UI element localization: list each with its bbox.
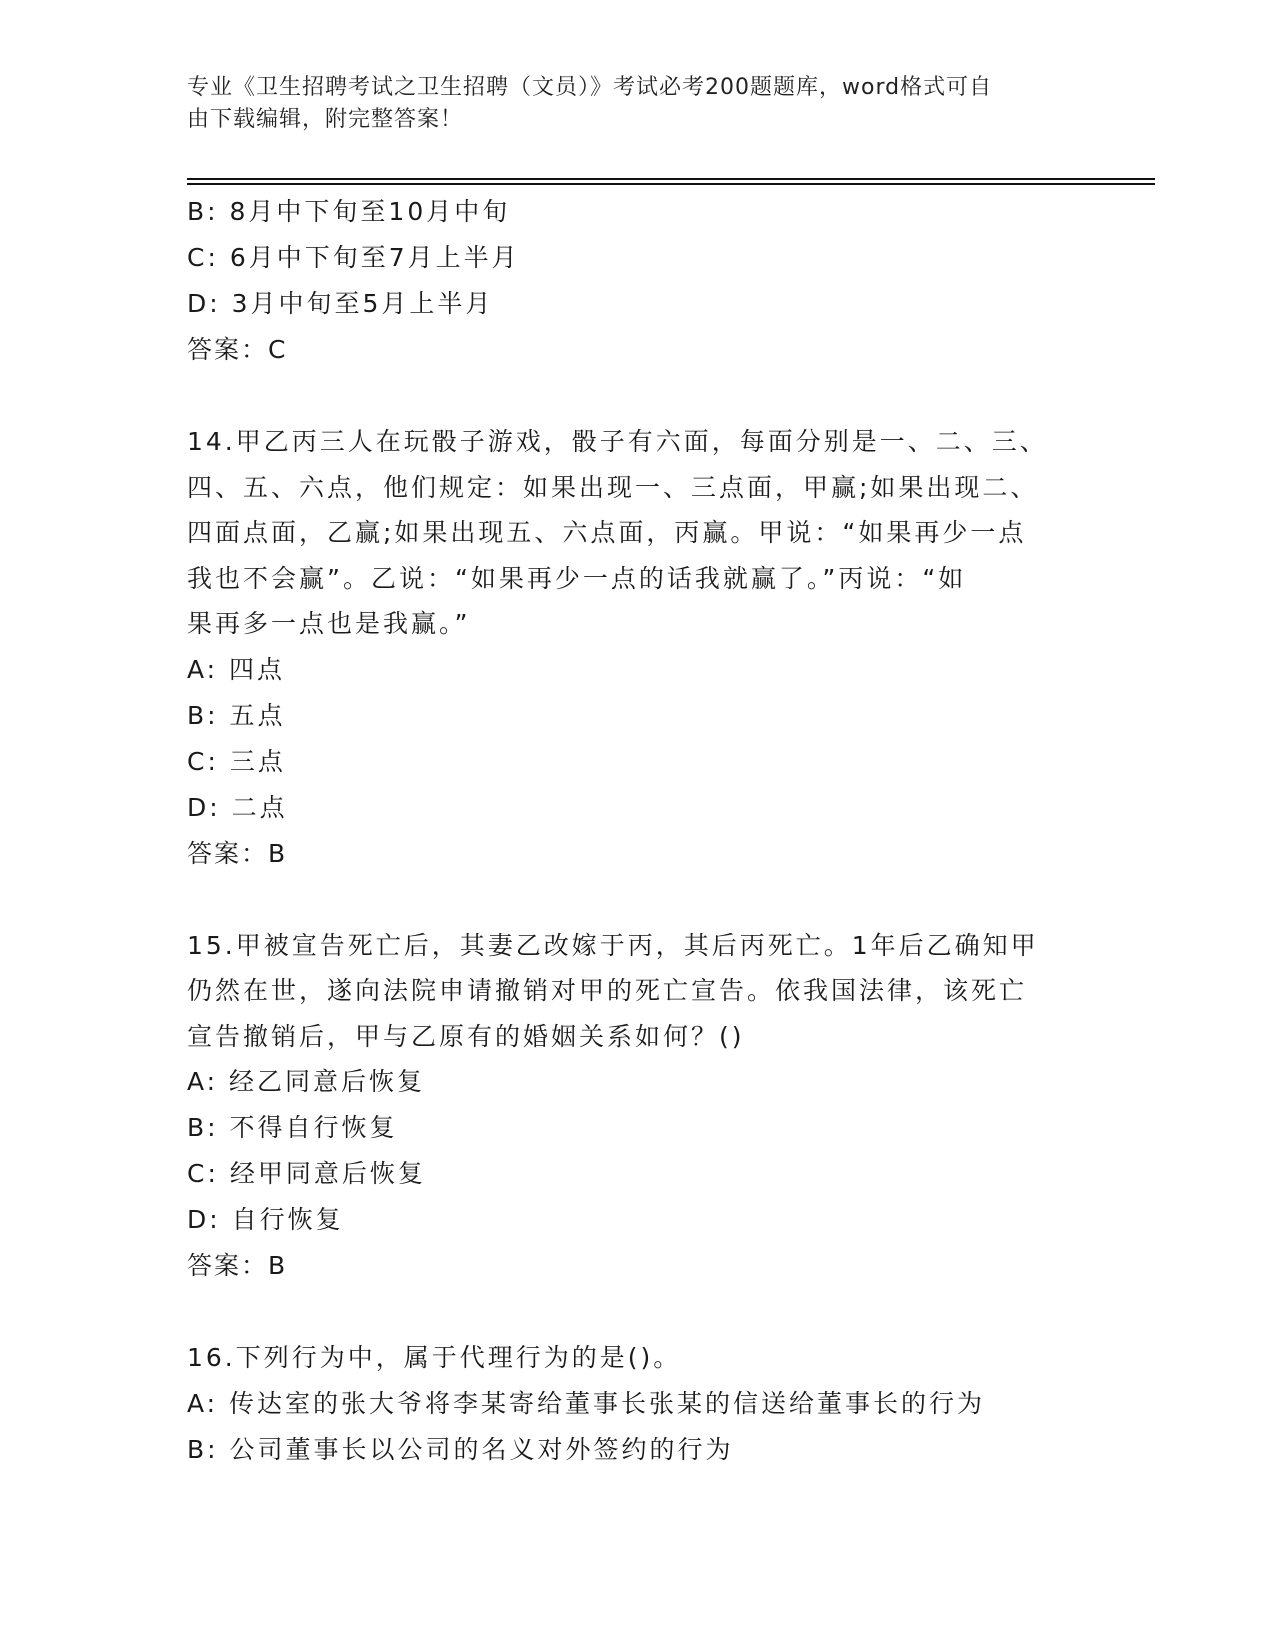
question-text-line: 我也不会赢”。乙说：“如果再少一点的话我就赢了。”丙说：“如 — [187, 563, 967, 593]
question-text — [187, 1335, 1087, 1381]
question-text-line: 宣告撤销后，甲与乙原有的婚姻关系如何？() — [187, 1021, 745, 1051]
header-line-1: 专业《卫生招聘考试之卫生招聘（文员）》考试必考200题题库，word格式可自 — [187, 75, 993, 100]
answer-line: 答案：B — [187, 1251, 288, 1280]
spacer — [187, 877, 1087, 923]
question-text-line: 16.下列行为中，属于代理行为的是()。 — [187, 1343, 682, 1372]
option-b: B: 不得自行恢复 — [187, 1113, 398, 1142]
question-text-line: 14.甲乙丙三人在玩骰子游戏，骰子有六面，每面分别是一、二、三、 — [187, 427, 1048, 456]
question-14 — [187, 419, 1087, 877]
question-text — [187, 923, 1087, 1060]
question-16 — [187, 1335, 1087, 1473]
question-text — [187, 419, 1087, 647]
option-c: C: 经甲同意后恢复 — [187, 1159, 426, 1188]
question-text-line: 仍然在世，遂向法院申请撤销对甲的死亡宣告。依我国法律，该死亡 — [187, 976, 1028, 1005]
option-d: D: 3月中旬至5月上半月 — [187, 289, 494, 318]
option-d: D: 自行恢复 — [187, 1205, 344, 1234]
header-line-2: 由下载编辑，附完整答案！ — [187, 107, 464, 132]
header-divider-top — [187, 178, 1155, 180]
option-b: B: 公司董事长以公司的名义对外签约的行为 — [187, 1434, 734, 1464]
answer-line: 答案：B — [187, 838, 288, 868]
spacer — [187, 1289, 1087, 1335]
question-15 — [187, 923, 1087, 1290]
question-list — [187, 189, 1087, 1473]
option-c: C: 6月中下旬至7月上半月 — [187, 243, 520, 272]
option-b: B: 8月中下旬至10月中旬 — [187, 197, 511, 226]
option-a: A: 传达室的张大爷将李某寄给董事长张某的信送给董事长的行为 — [187, 1388, 986, 1418]
spacer — [187, 373, 1087, 419]
document-header — [187, 72, 1067, 136]
question-13 — [187, 189, 1087, 373]
question-text-line: 四、五、六点，他们规定：如果出现一、三点面，甲赢;如果出现二、 — [187, 472, 1039, 502]
question-text-line: 15.甲被宣告死亡后，其妻乙改嫁于丙，其后丙死亡。1年后乙确知甲 — [187, 930, 1039, 960]
answer-line: 答案：C — [187, 335, 288, 364]
header-divider-bottom — [187, 183, 1155, 185]
option-a: A: 经乙同意后恢复 — [187, 1067, 426, 1096]
option-c: C: 三点 — [187, 746, 286, 776]
option-b: B: 五点 — [187, 700, 286, 730]
question-text-line: 四面点面，乙赢;如果出现五、六点面，丙赢。甲说：“如果再少一点 — [187, 518, 1027, 547]
option-a: A: 四点 — [187, 654, 286, 684]
question-text-line: 果再多一点也是我赢。” — [187, 609, 471, 638]
option-d: D: 二点 — [187, 792, 288, 822]
